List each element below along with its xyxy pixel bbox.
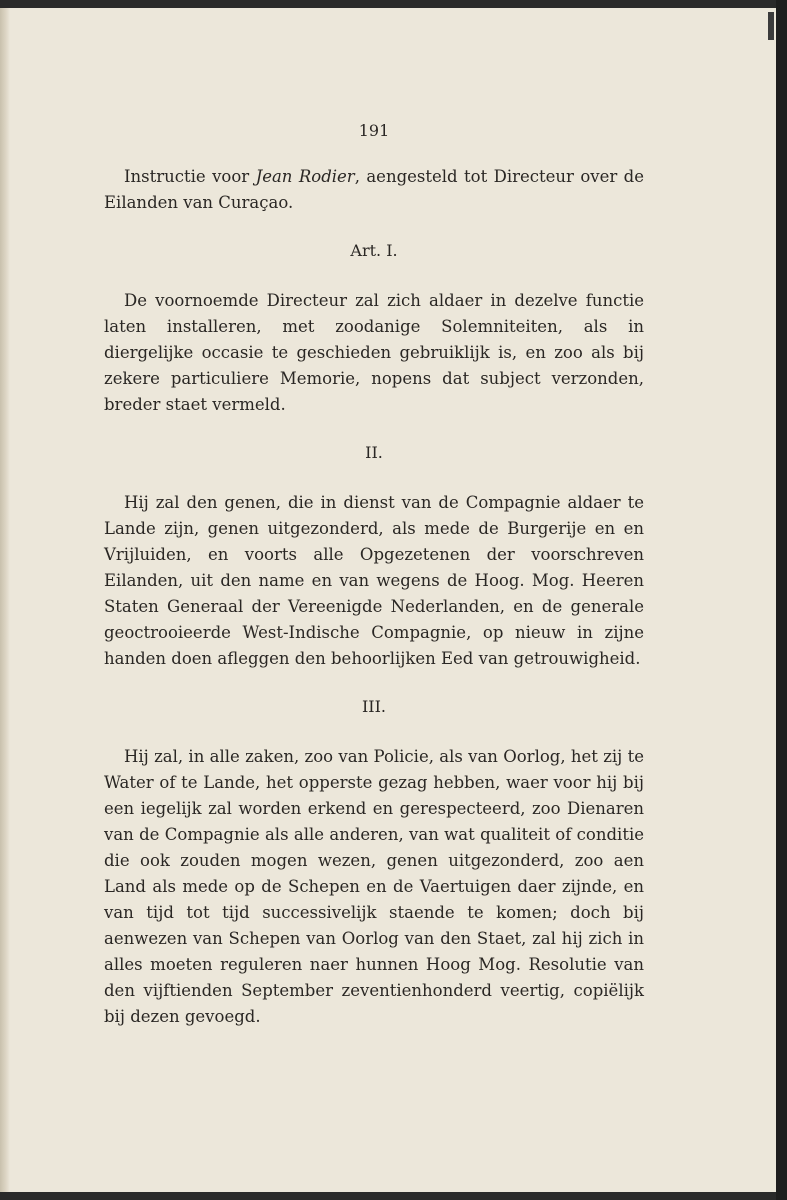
section-text-3: Hij zal, in alle zaken, zoo van Policie, als van Oorlog, het zij te Water of te Lande, het opperste gezag hebben, waer voor hij bij een iegelijk zal worden erkend en gerespecteerd, zoo Dienaren van de Compagnie als alle anderen, van wat qualiteit of conditie die ook zouden mogen wezen, genen uitgezonderd, zoo aen Land als mede op de Schepen en de Vaertuigen daer zijnde, en van tijd tot tijd successivelijk staende te komen; doch bij aenwezen van Schepen van Oorlog van den Staet, zal hij zich in alles moeten reguleren naer hunnen Hoog Mog. Resolutie van den vijftienden September zeventienhonderd veertig, copiëlijk bij dezen gevoegd.	[104, 747, 644, 1026]
page-body	[104, 118, 644, 1030]
document-title	[104, 164, 644, 216]
section-heading-1: Art. I.	[350, 241, 398, 260]
scan-bottom-border	[0, 1192, 787, 1200]
scan-corner-mark	[768, 12, 774, 40]
section-text-1: De voornoemde Directeur zal zich aldaer in dezelve functie laten installeren, met zoodanige Solemniteiten, als in diergelijke occasie te geschieden gebruiklijk is, en zoo als bij zekere particuliere Memorie, nopens dat subject verzonden, breder staet vermeld.	[104, 291, 644, 414]
section-heading-2: II.	[365, 443, 383, 462]
title-after: , aengesteld tot Directeur over de Eilanden van Curaçao.	[104, 167, 644, 212]
page-left-edge	[0, 0, 10, 1200]
scan-right-border	[776, 0, 787, 1200]
title-before: Instructie voor	[124, 167, 256, 186]
section-heading-3: III.	[361, 697, 387, 716]
page-number: 191	[358, 121, 390, 140]
scan-top-border	[0, 0, 787, 8]
title-name: Jean Rodier	[255, 167, 355, 186]
section-text-2: Hij zal den genen, die in dienst van de Compagnie aldaer te Lande zijn, genen uitgezonderd, als mede de Burgerije en en Vrijluiden, en voorts alle Opgezetenen der voorschreven Eilanden, uit den name en van wegens de Hoog. Mog. Heeren Staten Generaal der Vereenigde Nederlanden, en de generale geoctrooieerde West-Indische Compagnie, op nieuw in zijne handen doen afleggen den behoorlijken Eed van getrouwigheid.	[104, 493, 644, 668]
